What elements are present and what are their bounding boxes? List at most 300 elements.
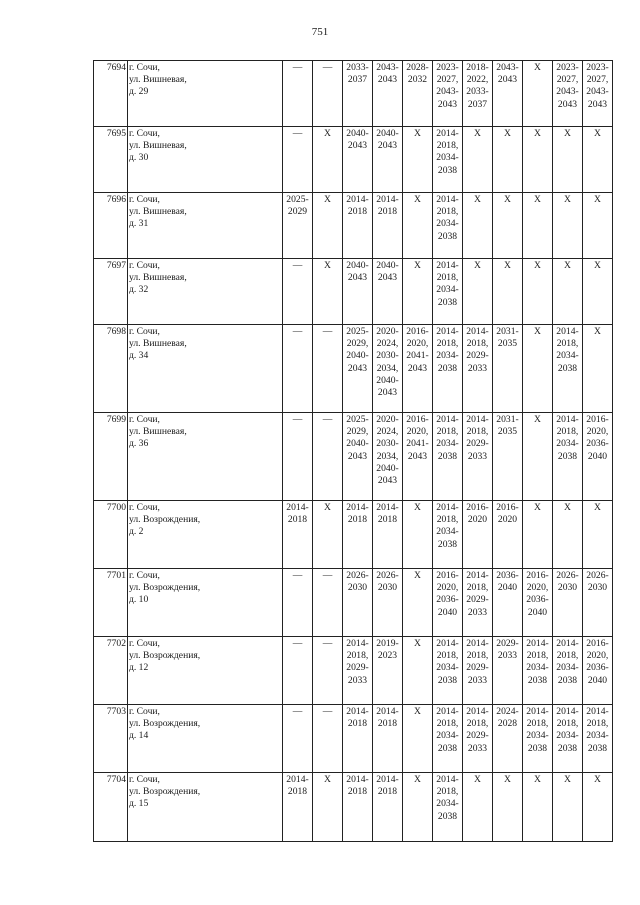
address-line: д. 12 [129,662,149,674]
period-line: 2038 [557,450,578,462]
period-line: 2034, [376,450,399,462]
row-number: 7698 [94,325,128,413]
period-line: 2014- [436,774,459,785]
period-line: 2033- [466,86,489,98]
period-line: 2025- [346,414,369,425]
period-line: Х [504,194,511,205]
address-line: ул. Возрождения, [129,786,201,798]
period-line: Х [474,260,481,271]
period-line: 2043 [377,272,398,284]
period-cell [463,259,493,325]
period-line: 2023- [436,62,459,73]
period-line: 2020, [526,582,549,594]
period-cell [343,61,373,127]
period-cell [433,773,463,842]
table-body [94,61,613,842]
period-line: 2020, [436,582,459,594]
period-line: 2026- [346,570,369,581]
period-line: 2022, [466,74,489,86]
period-line: 2043 [497,74,518,86]
period-line: 2014- [556,414,579,425]
period-cell [553,569,583,637]
period-line: 2040 [587,674,608,686]
period-line: 2035 [497,426,518,438]
period-line: Х [504,774,511,785]
period-line: 2038 [437,362,458,374]
period-cell [523,127,553,193]
period-cell [283,61,313,127]
period-line: Х [474,128,481,139]
period-cell [343,501,373,569]
period-line: 2018, [436,206,459,218]
period-line: 2014- [436,502,459,513]
period-line: 2018, [556,338,579,350]
period-line: Х [324,774,331,785]
period-cell [373,637,403,705]
period-line: Х [414,570,421,581]
period-line: 2034- [436,730,459,742]
period-line: 2040- [376,462,399,474]
period-cell [553,193,583,259]
period-cell [403,501,433,569]
period-line: 2020 [497,514,518,526]
period-line: 2029, [346,338,369,350]
period-line: — [292,260,303,271]
address-line: д. 32 [129,284,149,296]
period-line: 2038 [437,164,458,176]
address-line: ул. Возрождения, [129,582,201,594]
period-cell [583,193,613,259]
period-line: 2018, [466,338,489,350]
period-line: 2014- [466,638,489,649]
period-line: Х [534,194,541,205]
period-cell [523,637,553,705]
period-cell [523,773,553,842]
period-line: 2030 [557,582,578,594]
period-line: 2018, [436,140,459,152]
period-line: — [322,638,333,649]
period-line: 2023 [377,650,398,662]
address-line: г. Сочи, [129,638,160,649]
period-cell [463,569,493,637]
period-line: 2018 [347,718,368,730]
period-line: 2018, [466,582,489,594]
period-cell [343,637,373,705]
page-number: 751 [311,26,329,38]
period-cell [313,325,343,413]
period-line: 2038 [527,742,548,754]
period-line: 2014- [376,774,399,785]
period-cell [403,127,433,193]
period-line: 2037 [347,74,368,86]
period-line: — [292,414,303,425]
address-line: ул. Вишневая, [129,272,187,284]
period-line: 2020, [406,426,429,438]
period-cell [523,193,553,259]
period-line: 2038 [437,450,458,462]
period-line: 2040 [587,450,608,462]
period-line: 2020- [376,326,399,337]
period-line: 2040 [497,582,518,594]
period-line: 2014- [436,326,459,337]
period-line: 2035 [497,338,518,350]
period-line: Х [564,194,571,205]
period-line: 2038 [437,674,458,686]
period-cell [523,325,553,413]
period-cell [583,637,613,705]
period-cell [553,705,583,773]
period-cell [583,127,613,193]
address-cell [128,325,283,413]
period-line: 2041- [406,350,429,362]
period-line: 2038 [437,810,458,822]
period-line: 2038 [527,674,548,686]
period-line: 2018, [556,650,579,662]
row-number: 7696 [94,193,128,259]
period-cell [373,61,403,127]
table-row [94,705,613,773]
period-line: 2029- [346,662,369,674]
period-line: 2018 [377,718,398,730]
period-cell [433,569,463,637]
period-line: Х [534,128,541,139]
schedule-table [93,60,613,842]
table-row [94,61,613,127]
period-line: 2014- [286,502,309,513]
period-line: Х [414,194,421,205]
period-line: 2040- [376,374,399,386]
period-line: 2020, [406,338,429,350]
period-cell [373,127,403,193]
period-cell [553,637,583,705]
address-cell [128,705,283,773]
period-line: 2016- [526,570,549,581]
row-number: 7697 [94,259,128,325]
period-line: 2037 [467,98,488,110]
period-line: 2043- [436,86,459,98]
period-line: 2024- [496,706,519,717]
table-row [94,259,613,325]
period-line: 2024, [376,426,399,438]
period-cell [523,61,553,127]
period-cell [493,325,523,413]
period-cell [433,127,463,193]
period-cell [403,569,433,637]
period-line: 2025- [346,326,369,337]
period-line: 2024, [376,338,399,350]
period-cell [403,705,433,773]
period-line: 2029, [346,426,369,438]
period-line: 2014- [376,706,399,717]
period-line: 2029 [287,206,308,218]
address-line: г. Сочи, [129,774,160,785]
period-cell [283,637,313,705]
period-line: 2027, [556,74,579,86]
period-line: 2038 [557,674,578,686]
period-cell [433,501,463,569]
period-line: 2030- [376,438,399,450]
period-line: 2018, [436,786,459,798]
period-line: 2018, [556,718,579,730]
period-line: 2031- [496,326,519,337]
period-cell [403,325,433,413]
period-line: 2036- [586,662,609,674]
period-cell [553,413,583,501]
period-line: Х [564,128,571,139]
period-cell [583,61,613,127]
period-line: Х [414,260,421,271]
period-line: Х [474,194,481,205]
period-line: 2034- [436,438,459,450]
period-line: 2018 [347,206,368,218]
table-row [94,501,613,569]
period-line: 2029- [496,638,519,649]
period-line: 2018, [436,272,459,284]
period-line: 2026- [586,570,609,581]
period-line: — [292,128,303,139]
period-cell [313,193,343,259]
period-cell [493,127,523,193]
address-line: д. 29 [129,86,149,98]
period-cell [583,259,613,325]
period-cell [313,61,343,127]
period-line: 2030- [376,350,399,362]
period-cell [403,61,433,127]
period-line: 2038 [557,742,578,754]
address-line: д. 36 [129,438,149,450]
period-line: 2014- [436,414,459,425]
period-cell [403,413,433,501]
period-line: 2043 [347,140,368,152]
period-cell [493,773,523,842]
period-line: 2034- [436,798,459,810]
period-line: 2018 [287,786,308,798]
period-cell [493,259,523,325]
period-cell [463,61,493,127]
period-line: 2014- [376,502,399,513]
period-cell [343,413,373,501]
period-line: 2038 [557,362,578,374]
period-line: 2014- [526,638,549,649]
row-number: 7700 [94,501,128,569]
period-line: — [322,414,333,425]
period-cell [523,501,553,569]
period-cell [583,325,613,413]
period-line: Х [564,774,571,785]
address-line: г. Сочи, [129,706,160,717]
period-line: — [292,638,303,649]
address-line: г. Сочи, [129,62,160,73]
period-cell [373,259,403,325]
period-cell [493,569,523,637]
period-line: 2040- [346,438,369,450]
period-line: 2043 [437,98,458,110]
period-line: Х [594,128,601,139]
period-line: 2043 [377,140,398,152]
period-cell [553,773,583,842]
period-cell [433,705,463,773]
period-line: 2014- [556,638,579,649]
period-line: 2033 [467,674,488,686]
row-number: 7701 [94,569,128,637]
address-line: г. Сочи, [129,260,160,271]
period-line: 2043 [407,450,428,462]
period-cell [373,569,403,637]
address-line: д. 10 [129,594,149,606]
period-line: 2018, [346,650,369,662]
period-cell [373,705,403,773]
address-cell [128,61,283,127]
period-line: 2016- [466,502,489,513]
period-cell [523,569,553,637]
period-line: 2038 [437,742,458,754]
period-line: 2014- [466,414,489,425]
period-line: 2020- [376,414,399,425]
period-line: 2018, [436,718,459,730]
period-line: 2034- [436,350,459,362]
period-cell [463,705,493,773]
period-line: 2016- [436,570,459,581]
period-cell [313,501,343,569]
period-line: 2014- [436,128,459,139]
period-cell [313,569,343,637]
period-cell [583,569,613,637]
table-row [94,413,613,501]
period-line: Х [414,128,421,139]
address-line: ул. Вишневая, [129,140,187,152]
period-line: 2018, [436,650,459,662]
period-line: 2034- [526,662,549,674]
period-cell [283,413,313,501]
period-line: 2034- [586,730,609,742]
address-line: г. Сочи, [129,194,160,205]
period-line: 2016- [496,502,519,513]
period-line: 2033- [346,62,369,73]
period-line: 2014- [466,706,489,717]
address-line: г. Сочи, [129,570,160,581]
period-line: 2014- [376,194,399,205]
period-line: 2034- [436,662,459,674]
period-line: 2018, [586,718,609,730]
table-row [94,325,613,413]
period-cell [343,705,373,773]
period-cell [523,259,553,325]
address-line: г. Сочи, [129,502,160,513]
period-line: 2018 [347,514,368,526]
period-line: 2034- [526,730,549,742]
period-line: 2014- [436,638,459,649]
period-line: 2018, [436,338,459,350]
period-line: 2033 [467,450,488,462]
period-line: 2040 [527,606,548,618]
period-line: 2029- [466,730,489,742]
address-cell [128,413,283,501]
period-line: 2020, [586,426,609,438]
period-line: 2040- [376,128,399,139]
period-line: 2034- [556,730,579,742]
period-line: 2014- [346,638,369,649]
period-line: — [322,326,333,337]
period-cell [493,193,523,259]
period-line: 2014- [466,570,489,581]
period-line: 2018, [526,650,549,662]
period-line: Х [564,502,571,513]
period-cell [463,325,493,413]
period-line: 2018, [466,718,489,730]
period-line: 2018 [377,514,398,526]
period-line: 2016- [406,414,429,425]
period-line: 2043 [377,475,398,487]
period-line: 2034- [436,218,459,230]
period-line: 2043 [347,362,368,374]
row-number: 7704 [94,773,128,842]
period-line: 2029- [466,438,489,450]
period-line: 2023- [586,62,609,73]
period-cell [373,325,403,413]
row-number: 7694 [94,61,128,127]
period-line: 2026- [556,570,579,581]
period-line: 2016- [586,638,609,649]
address-line: д. 14 [129,730,149,742]
address-cell [128,637,283,705]
period-cell [463,637,493,705]
row-number: 7702 [94,637,128,705]
period-cell [373,501,403,569]
period-cell [313,413,343,501]
period-line: 2038 [437,230,458,242]
period-line: — [292,570,303,581]
period-line: 2034- [436,152,459,164]
period-line: 2043- [376,62,399,73]
address-cell [128,193,283,259]
period-line: — [292,706,303,717]
period-line: 2018 [347,786,368,798]
period-line: Х [474,774,481,785]
period-cell [523,705,553,773]
period-line: Х [324,502,331,513]
period-cell [463,193,493,259]
address-line: ул. Возрождения, [129,650,201,662]
period-line: — [322,570,333,581]
period-line: — [292,62,303,73]
period-line: 2014- [286,774,309,785]
period-line: Х [534,414,541,425]
period-line: 2033 [497,650,518,662]
period-line: 2018 [287,514,308,526]
period-line: 2043- [496,62,519,73]
address-line: г. Сочи, [129,128,160,139]
row-number: 7703 [94,705,128,773]
period-line: 2040- [346,260,369,271]
period-cell [463,413,493,501]
period-cell [343,127,373,193]
period-line: 2018- [466,62,489,73]
period-line: 2040- [346,350,369,362]
period-line: 2030 [377,582,398,594]
period-cell [313,773,343,842]
period-cell [493,413,523,501]
period-line: 2014- [436,194,459,205]
period-line: Х [324,260,331,271]
period-cell [433,637,463,705]
row-number: 7695 [94,127,128,193]
period-cell [283,259,313,325]
table-row [94,773,613,842]
period-line: Х [594,326,601,337]
address-cell [128,259,283,325]
period-line: 2018, [526,718,549,730]
period-line: Х [414,774,421,785]
